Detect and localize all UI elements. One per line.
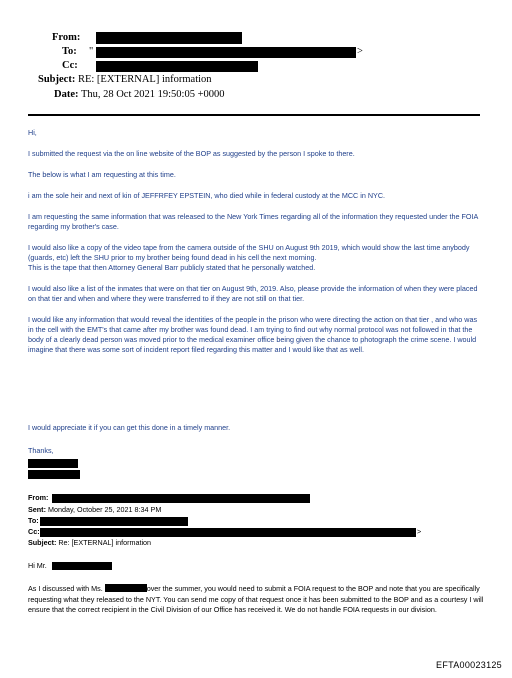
message-closing [28, 423, 484, 433]
fwd-from: From: [28, 493, 49, 502]
header-cc-label: Cc: [62, 60, 78, 71]
message-paragraph: The below is what I am requesting at this time. [28, 170, 176, 179]
header-from-label: From: [52, 32, 81, 43]
redacted-signature-1 [28, 459, 78, 468]
redacted-from [96, 32, 242, 44]
message-greeting: Hi, [28, 128, 37, 137]
header-date: Date: Thu, 28 Oct 2021 19:50:05 +0000 [54, 89, 225, 100]
fwd-subject: Subject: Re: [EXTERNAL] information [28, 538, 152, 547]
message-paragraph: This is the tape that then Attorney General Barr publicly stated that he personally watched. [28, 263, 316, 272]
fwd-to: To: [28, 516, 39, 525]
message-paragraph: I would also like a list of the inmates that were on that tier on August 9th, 2019. Also, please provide the information of when they were placed on that tier and when and where they were transferred to if they are not still on that tier. [28, 284, 478, 303]
redacted-to [96, 47, 356, 58]
message-paragraph: I would like any information that would reveal the identities of the people in the prison who were directing the action on that tier , and who was in the cell with the EMT's that came after my brother was found dead. I am trying to find out why normal protocol was not followed in that the body of a clearly dead person was moved prior to the medical examiner office being given the chance to photograph the crime scene. I would imagine that there was some sort of incident report filed regarding this matter and I would like that as well. [28, 315, 478, 354]
header-to-label: To: [62, 46, 77, 57]
message-paragraph: I submitted the request via the on line website of the BOP as suggested by the person I spoke to there. [28, 149, 355, 158]
message-paragraph: I would also like a copy of the video tape from the camera outside of the SHU on August 9th 2019, which would show the last time anybody (guards, etc) left the SHU prior to my brother being found dead in his cell the next morning. [28, 243, 470, 262]
header-divider [28, 114, 480, 116]
redacted-signature-2 [28, 470, 80, 479]
header-subject: Subject: RE: [EXTERNAL] information [38, 74, 212, 85]
redacted-fwd-to [40, 517, 188, 526]
message-body [28, 128, 484, 355]
redacted-fwd-ms-name [105, 584, 147, 592]
fwd-sent: Sent: Monday, October 25, 2021 8:34 PM [28, 505, 162, 514]
header-to-prefix: " [89, 46, 94, 57]
message-signoff [28, 446, 484, 456]
header-to-suffix: > [357, 46, 363, 57]
message-paragraph: I am requesting the same information that was released to the New York Times regarding all of the information they requested under the FOIA regarding my brother's case. [28, 212, 478, 231]
message-thanks: Thanks, [28, 446, 54, 455]
fwd-greeting-line: Hi Mr. [28, 561, 47, 570]
fwd-cc-suffix: > [417, 527, 422, 536]
fwd-cc: Cc: [28, 527, 40, 536]
redacted-fwd-cc [40, 528, 416, 537]
document-id: EFTA00023125 [436, 660, 502, 670]
message-paragraph: I would appreciate it if you can get this done in a timely manner. [28, 423, 231, 432]
fwd-body [28, 584, 484, 616]
fwd-body-paragraph: As I discussed with Ms. over the summer, you would need to submit a FOIA request to the BOP and note that you are specifically requesting what they released to the NYT. You can send me copy of that request once it has been submitted to the BOP and as a courtesy I will ensure that the correct recipient in the Civil Division of our Office has received it. We do not handle FOIA requests in our division. [28, 584, 484, 614]
redacted-fwd-from [52, 494, 310, 503]
redacted-fwd-name [52, 562, 112, 570]
redacted-cc [96, 61, 258, 72]
message-paragraph: i am the sole heir and next of kin of JEFFRFEY EPSTEIN, who died while in federal custody at the MCC in NYC. [28, 191, 386, 200]
